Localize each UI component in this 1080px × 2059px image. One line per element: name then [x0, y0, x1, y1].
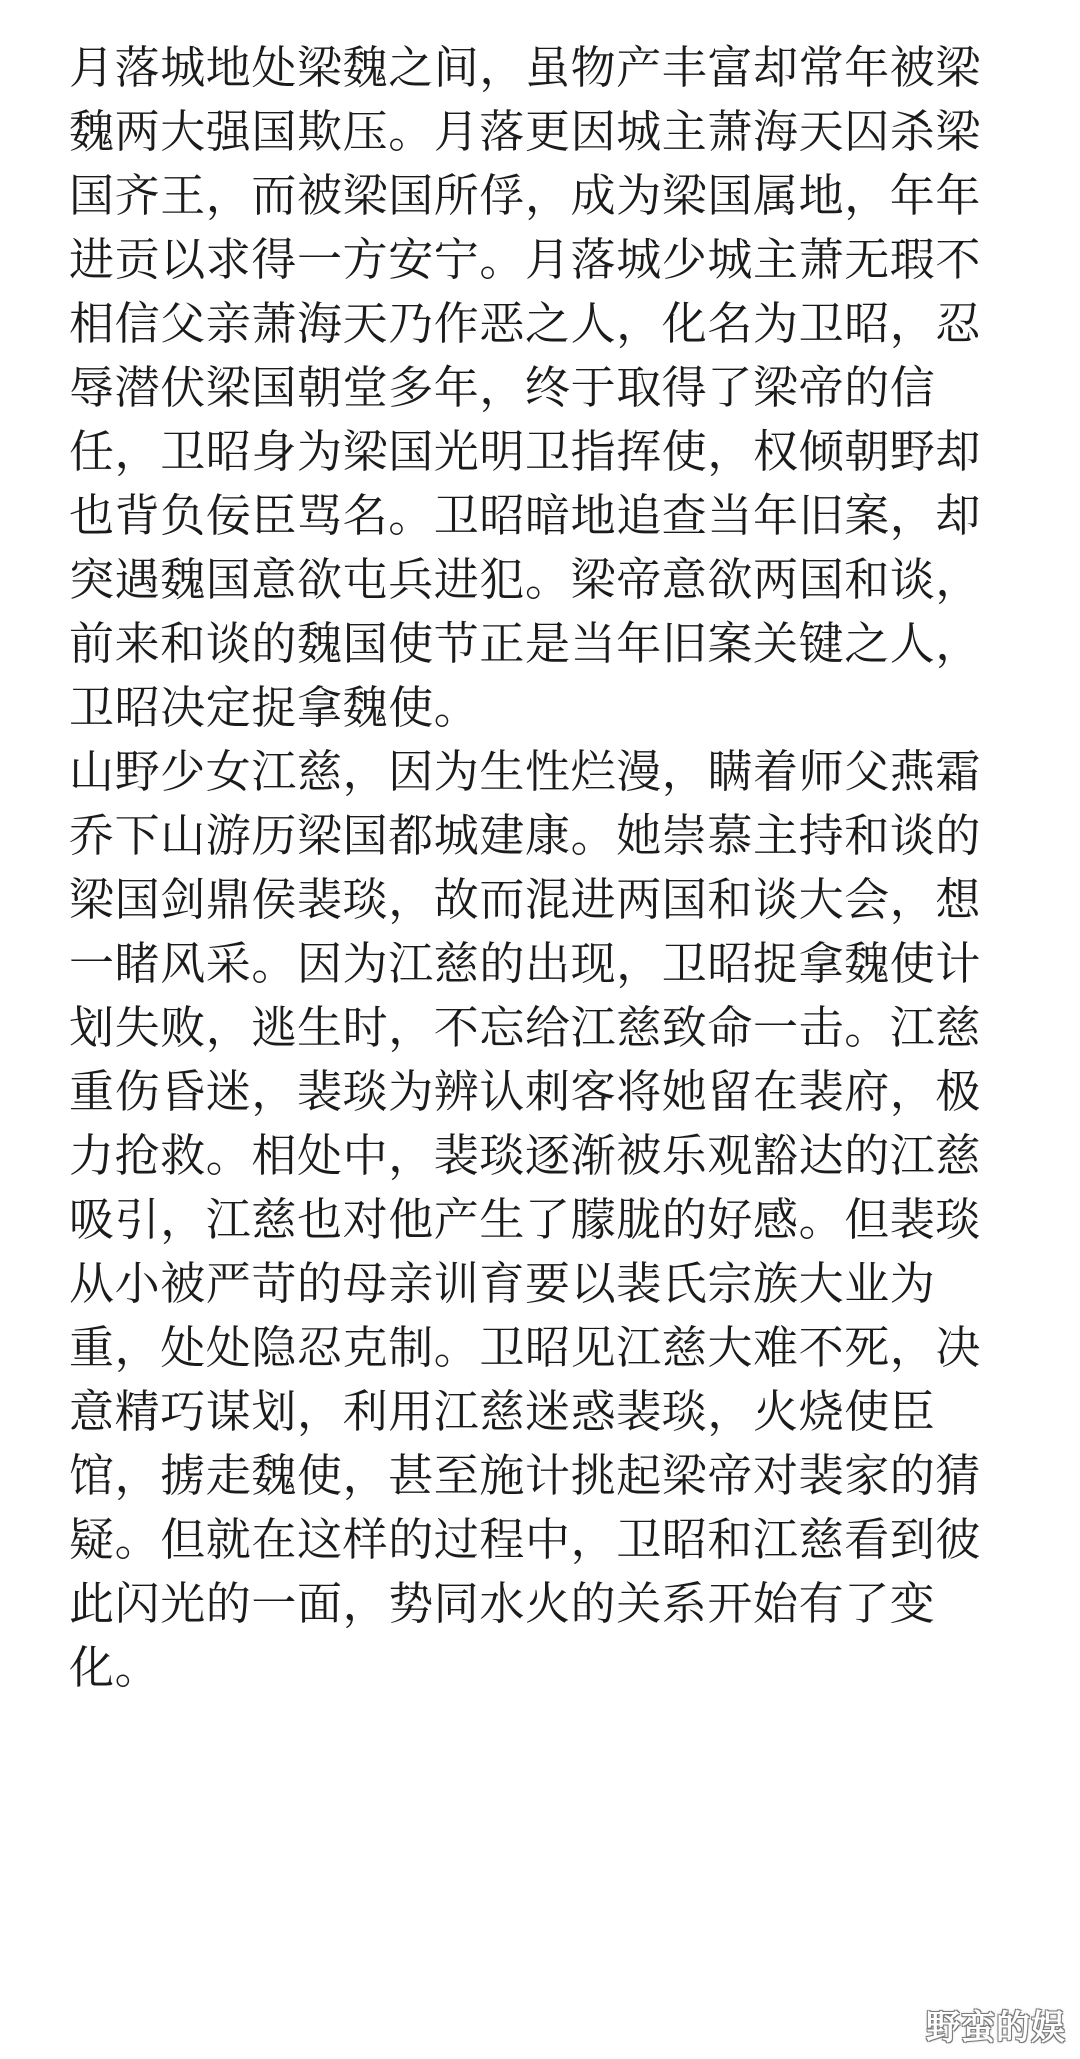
- text-line: 月落城地处梁魏之间，虽物产丰富却常年被梁: [69, 41, 982, 94]
- text-line: 化。: [69, 1641, 161, 1694]
- text-line: 卫昭决定捉拿魏使。: [69, 681, 480, 734]
- text-line: 也背负佞臣骂名。卫昭暗地追查当年旧案，却: [69, 489, 982, 542]
- text-line: 辱潜伏梁国朝堂多年，终于取得了梁帝的信: [69, 361, 936, 414]
- article-body: [69, 36, 1029, 1700]
- text-line: 吸引，江慈也对他产生了朦胧的好感。但裴琰: [69, 1193, 982, 1246]
- text-line: 从小被严苛的母亲训育要以裴氏宗族大业为: [69, 1257, 936, 1310]
- text-line: 一睹风采。因为江慈的出现，卫昭捉拿魏使计: [69, 937, 982, 990]
- paragraph-1: [69, 36, 1029, 740]
- text-line: 进贡以求得一方安宁。月落城少城主萧无瑕不: [69, 233, 982, 286]
- text-line: 任，卫昭身为梁国光明卫指挥使，权倾朝野却: [69, 425, 982, 478]
- text-line: 前来和谈的魏国使节正是当年旧案关键之人，: [69, 617, 982, 670]
- text-line: 国齐王，而被梁国所俘，成为梁国属地，年年: [69, 169, 982, 222]
- text-line: 划失败，逃生时，不忘给江慈致命一击。江慈: [69, 1001, 982, 1054]
- text-line: 此闪光的一面，势同水火的关系开始有了变: [69, 1577, 936, 1630]
- text-line: 魏两大强国欺压。月落更因城主萧海天囚杀梁: [69, 105, 982, 158]
- text-line: 山野少女江慈，因为生性烂漫，瞒着师父燕霜: [69, 745, 982, 798]
- text-line: 突遇魏国意欲屯兵进犯。梁帝意欲两国和谈，: [69, 553, 982, 606]
- paragraph-2: [69, 740, 1029, 1700]
- text-line: 力抢救。相处中，裴琰逐渐被乐观豁达的江慈: [69, 1129, 982, 1182]
- text-line: 梁国剑鼎侯裴琰，故而混进两国和谈大会，想: [69, 873, 982, 926]
- watermark: 野蛮的娱: [926, 2008, 1066, 2048]
- text-line: 乔下山游历梁国都城建康。她崇慕主持和谈的: [69, 809, 982, 862]
- text-line: 重，处处隐忍克制。卫昭见江慈大难不死，决: [69, 1321, 982, 1374]
- text-line: 重伤昏迷，裴琰为辨认刺客将她留在裴府，极: [69, 1065, 982, 1118]
- text-line: 馆，掳走魏使，甚至施计挑起梁帝对裴家的猜: [69, 1449, 982, 1502]
- text-line: 疑。但就在这样的过程中，卫昭和江慈看到彼: [69, 1513, 982, 1566]
- text-line: 意精巧谋划，利用江慈迷惑裴琰，火烧使臣: [69, 1385, 936, 1438]
- text-line: 相信父亲萧海天乃作恶之人，化名为卫昭，忍: [69, 297, 982, 350]
